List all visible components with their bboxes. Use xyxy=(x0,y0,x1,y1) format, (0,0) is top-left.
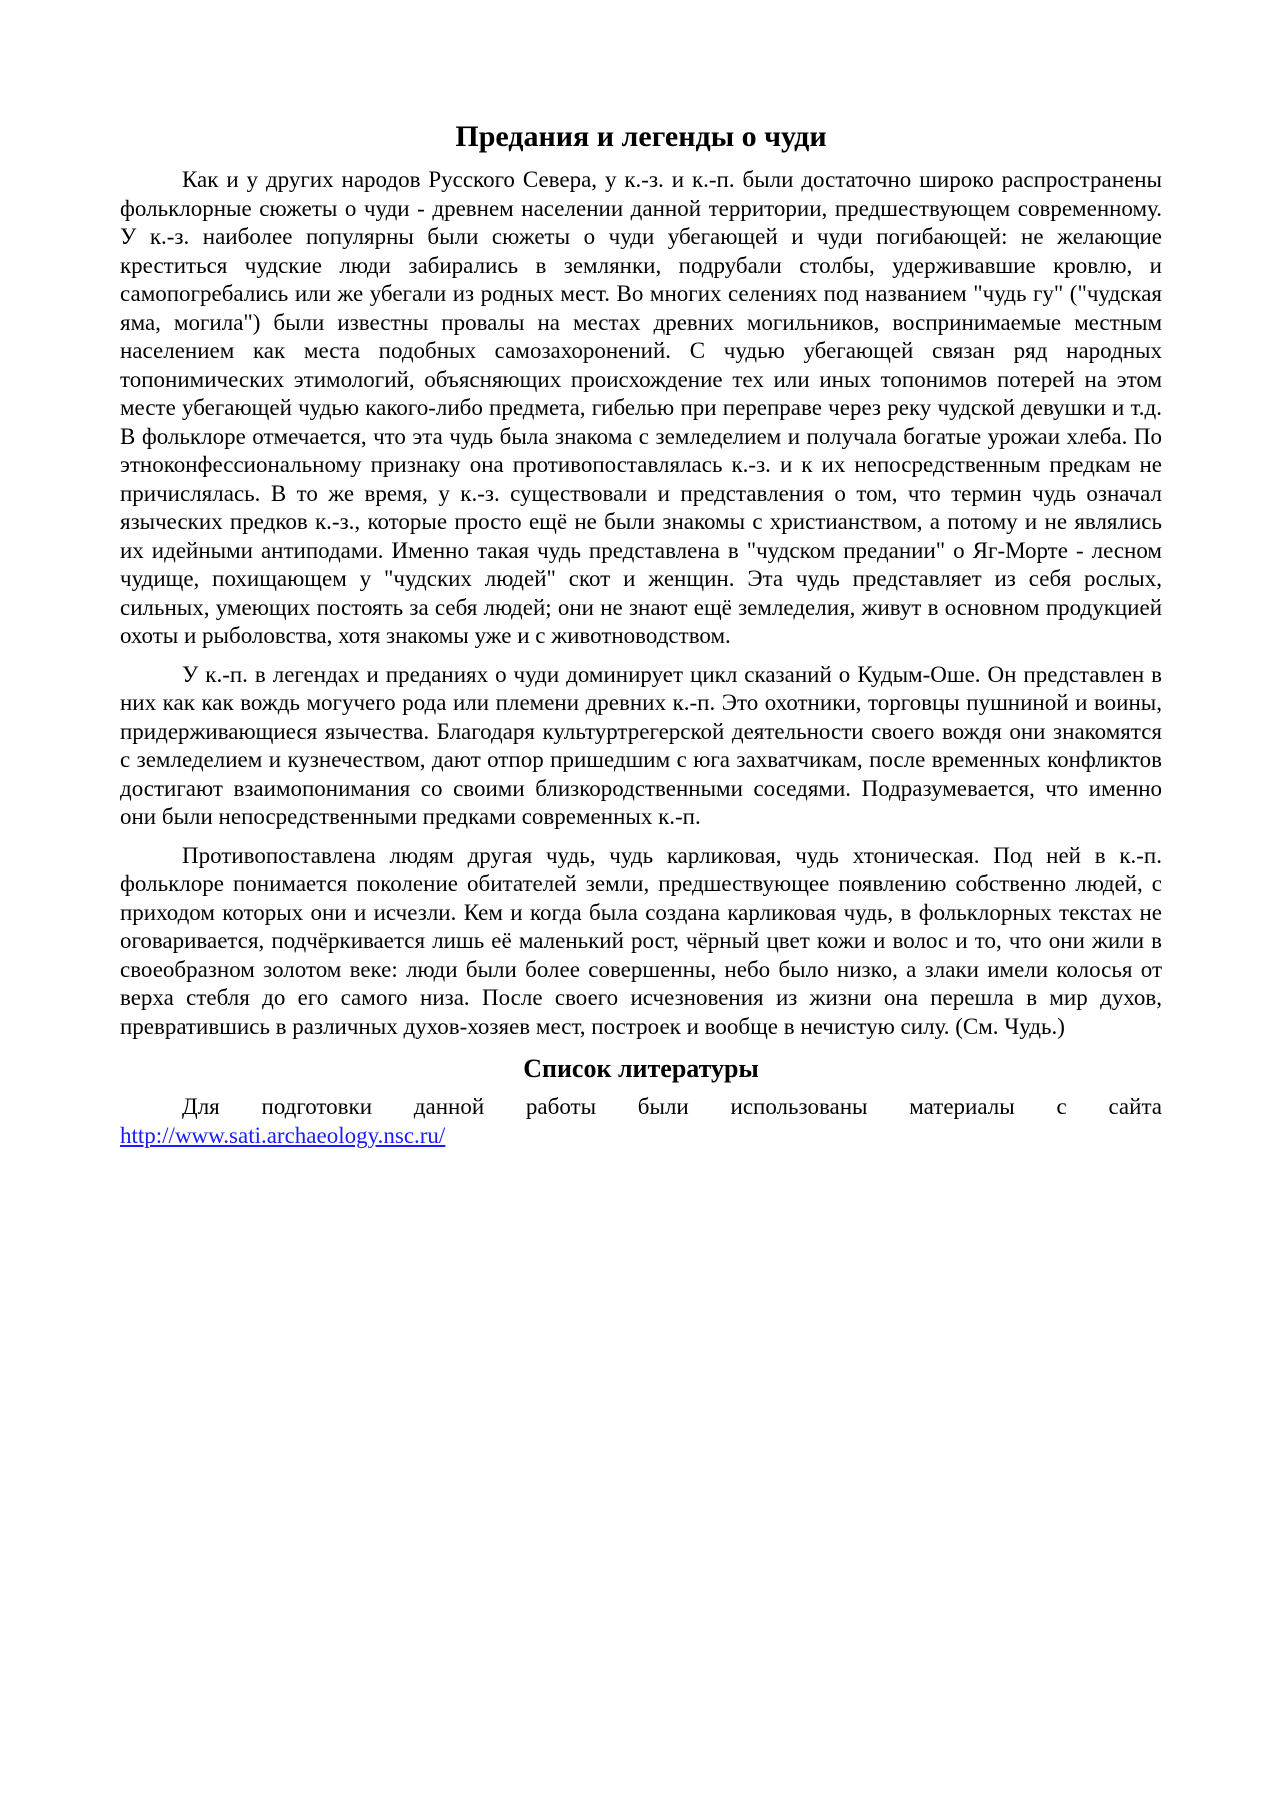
bibliography-heading: Список литературы xyxy=(523,1054,759,1083)
source-link[interactable]: http://www.sati.archaeology.nsc.ru/ xyxy=(120,1122,446,1148)
document-page xyxy=(120,118,1162,1160)
paragraph-kudym-osh: У к.-п. в легендах и преданиях о чуди доминирует цикл сказаний о Кудым-Оше. Он представлен в них как как вождь могучего рода или племени древних к.-п. Это охотники, торговцы пушниной и воины, придерживающиеся язычества. Благодаря культуртрегерской деятельности своего вождя они знакомятся с земледелием и кузнечеством, дают отпор пришедшим с юга захватчикам, после временных конфликтов достигают взаимопонимания со своими близкородственными соседями. Подразумевается, что именно они были непосредственными предками современных к.-п. xyxy=(120,661,1162,829)
paragraph-dwarf-chud: Противопоставлена людям другая чудь, чудь карликовая, чудь хтоническая. Под ней в к.-п. фольклоре понимается поколение обитателей земли, предшествующее появлению собственно людей, с приходом которых они и исчезли. Кем и когда была создана карликовая чудь, в фольклорных текстах не оговаривается, подчёркивается лишь её маленький рост, чёрный цвет кожи и волос и то, что они жили в своеобразном золотом веке: люди были более совершенны, небо было низко, а злаки имели колосья от верха стебля до его самого низа. После своего исчезновения из жизни она перешла в мир духов, превратившись в различных духов-хозяев мест, построек и вообще в нечистую силу. (См. Чудь.) xyxy=(120,842,1162,1039)
paragraph-chud-komi-zyryan: Как и у других народов Русского Севера, у к.-з. и к.-п. были достаточно широко распространены фольклорные сюжеты о чуди - древнем населении данной территории, предшествующем современному. У к.-з. наиболее популярны были сюжеты о чуди убегающей и чуди погибающей: не желающие креститься чудские люди забирались в землянки, подрубали столбы, удерживавшие кровлю, и самопогребались или же убегали из родных мест. Во многих селениях под названием "чудь гу" ("чудская яма, могила") были известны провалы на местах древних могильников, воспринимаемые местным населением как места подобных самозахоронений. С чудью убегающей связан ряд народных топонимических этимологий, объясняющих происхождение тех или иных топонимов потерей на этом месте убегающей чудью какого-либо предмета, гибелью при переправе через реку чудской девушки и т.д. В фольклоре отмечается, что эта чудь была знакома с земледелием и получала богатые урожаи хлеба. По этноконфессиональному признаку она противопоставлялась к.-з. и к их непосредственным предкам не причислялась. В то же время, у к.-з. существовали и представления о том, что термин чудь означал языческих предков к.-з., которые просто ещё не были знакомы с христианством, а потому и не являлись их идейными антиподами. Именно такая чудь представлена в "чудском предании" о Яг-Морте - лесном чудище, похищающем у "чудских людей" скот и женщин. Эта чудь представляет из себя рослых, сильных, умеющих постоять за себя людей; они не знают ещё земледелия, живут в основном продукцией охоты и рыболовства, хотя знакомы уже и с животноводством. xyxy=(120,167,1162,648)
bibliography-text: Для подготовки данной работы были использованы материалы с сайта xyxy=(182,1094,1162,1119)
bibliography-paragraph xyxy=(120,1093,1162,1150)
document-title: Предания и легенды о чуди xyxy=(455,120,827,153)
